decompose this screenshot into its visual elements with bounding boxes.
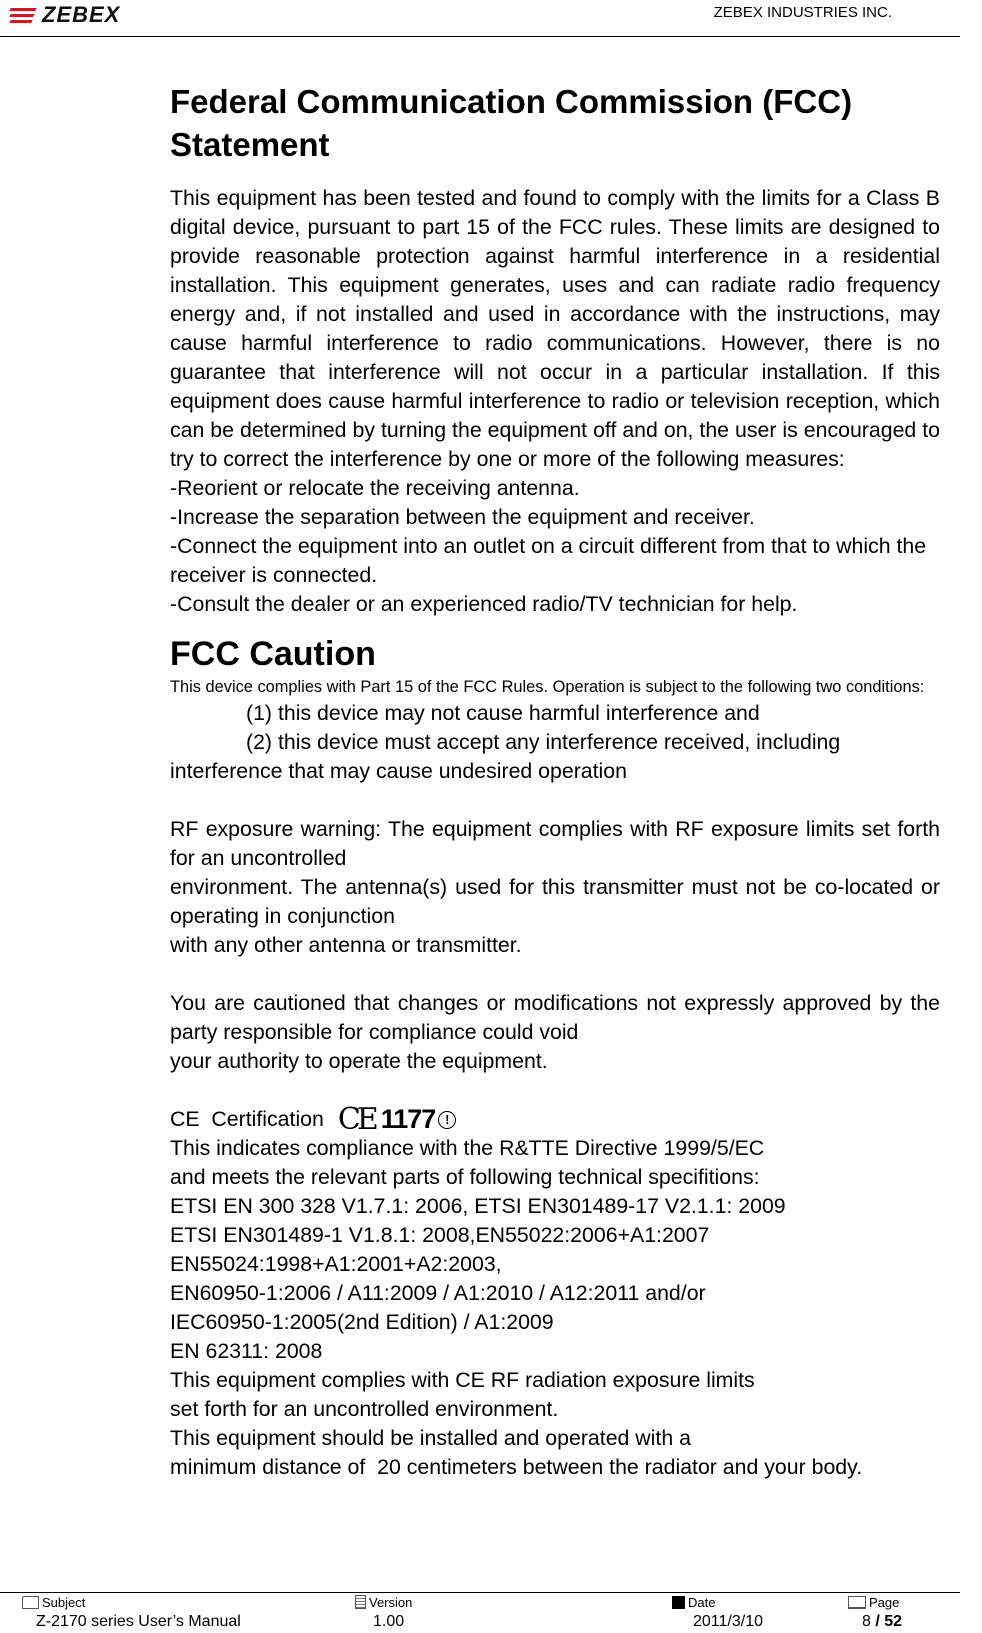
footer-subject: [22, 1593, 85, 1611]
measure-item: -Reorient or relocate the receiving antenna.: [170, 476, 580, 500]
rf-warning-line-1: RF exposure warning: The equipment complies with RF exposure limits set forth for an uncontrolled: [170, 817, 940, 870]
ce-line: EN55024:1998+A1:2001+A2:2003,: [170, 1252, 502, 1276]
folder-icon: [22, 1596, 39, 1609]
measure-item: -Consult the dealer or an experienced radio/TV technician for help.: [170, 592, 798, 616]
calendar-icon: [672, 1596, 685, 1609]
page-content: [170, 80, 940, 1482]
footer-page: [848, 1593, 899, 1611]
modification-caution-line-2: your authority to operate the equipment.: [170, 1049, 548, 1073]
footer-date: [672, 1593, 715, 1611]
ce-line: This equipment should be installed and operated with a: [170, 1426, 691, 1450]
fcc-caution-title: FCC Caution: [170, 635, 376, 673]
ce-certification-label: CE Certification: [170, 1107, 324, 1131]
rf-warning-line-2: environment. The antenna(s) used for this transmitter must not be co-located or operating in conjunction: [170, 875, 940, 928]
version-label: Version: [369, 1594, 413, 1610]
ce-line: ETSI EN301489-1 V1.8.1: 2008,EN55022:2006+A1:2007: [170, 1223, 710, 1247]
ce-line: ETSI EN 300 328 V1.7.1: 2006, ETSI EN301489-17 V2.1.1: 2009: [170, 1194, 786, 1218]
page-number: [862, 1611, 902, 1633]
ce-certification-heading: [170, 1102, 940, 1137]
ce-line: EN60950-1:2006 / A11:2009 / A1:2010 / A12:2011 and/or: [170, 1281, 706, 1305]
document-icon: [355, 1595, 366, 1609]
company-name: ZEBEX INDUSTRIES INC.: [713, 4, 892, 21]
logo-text: ZEBEX: [42, 2, 121, 27]
book-icon: [848, 1596, 866, 1609]
measure-item: -Connect the equipment into an outlet on a circuit different from that to which the receiver is connected.: [170, 534, 927, 587]
rf-warning-line-3: with any other antenna or transmitter.: [170, 933, 522, 957]
date-value: 2011/3/10: [693, 1613, 763, 1630]
version-value: 1.00: [373, 1613, 405, 1630]
subject-label: Subject: [42, 1594, 86, 1610]
page-header: [0, 0, 960, 37]
date-label: Date: [688, 1594, 716, 1610]
page-current: 8: [862, 1613, 871, 1630]
subject-value: Z-2170 series User’s Manual: [36, 1613, 241, 1630]
fcc-statement-title: Federal Communication Commission (FCC) Statement: [170, 83, 853, 163]
ce-mark-letters: CE: [337, 1102, 375, 1137]
ce-line: EN 62311: 2008: [170, 1339, 323, 1363]
condition-1: (1) this device may not cause harmful interference and: [246, 701, 760, 725]
condition-2-continued: interference that may cause undesired operation: [170, 759, 627, 783]
ce-line: minimum distance of 20 centimeters between the radiator and your body.: [170, 1455, 863, 1479]
footer-version: [355, 1593, 412, 1611]
ce-line: set forth for an uncontrolled environment.: [170, 1397, 559, 1421]
ce-line: This equipment complies with CE RF radiation exposure limits: [170, 1368, 755, 1392]
measure-item: -Increase the separation between the equipment and receiver.: [170, 505, 755, 529]
page-footer: [0, 1592, 960, 1633]
zebex-logo-stripes-icon: [10, 5, 40, 25]
modification-caution-line-1: You are cautioned that changes or modifications not expressly approved by the party responsible for compliance could void: [170, 991, 940, 1044]
alert-mark-icon: !: [438, 1111, 456, 1129]
condition-2: (2) this device must accept any interference received, including: [246, 730, 841, 754]
page-label: Page: [869, 1594, 900, 1610]
fcc-statement-body: This equipment has been tested and found to comply with the limits for a Class B digital device, pursuant to part 15 of the FCC rules. These limits are designed to provide reasonable protection against harmful interference in a residential installation. This equipment generates, uses and can radiate radio frequency energy and, if not installed and used in accordance with the instructions, may cause harmful interference to radio communications. However, there is no guarantee that interference will not occur in a particular installation. If this equipment does cause harmful interference to radio or television reception, which can be determined by turning the equipment off and on, the user is encouraged to try to correct the interference by one or more of the following measures:: [170, 186, 940, 471]
ce-notified-body-number: 1177: [380, 1104, 436, 1134]
page-total: / 52: [875, 1613, 903, 1630]
ce-line: and meets the relevant parts of following technical specifitions:: [170, 1165, 760, 1189]
ce-line: This indicates compliance with the R&TTE Directive 1999/5/EC: [170, 1136, 765, 1160]
ce-1177-mark-icon: [337, 1102, 456, 1137]
ce-line: IEC60950-1:2005(2nd Edition) / A1:2009: [170, 1310, 554, 1334]
zebex-logo: [10, 2, 120, 28]
fcc-caution-intro: This device complies with Part 15 of the FCC Rules. Operation is subject to the following two conditions:: [170, 678, 925, 696]
